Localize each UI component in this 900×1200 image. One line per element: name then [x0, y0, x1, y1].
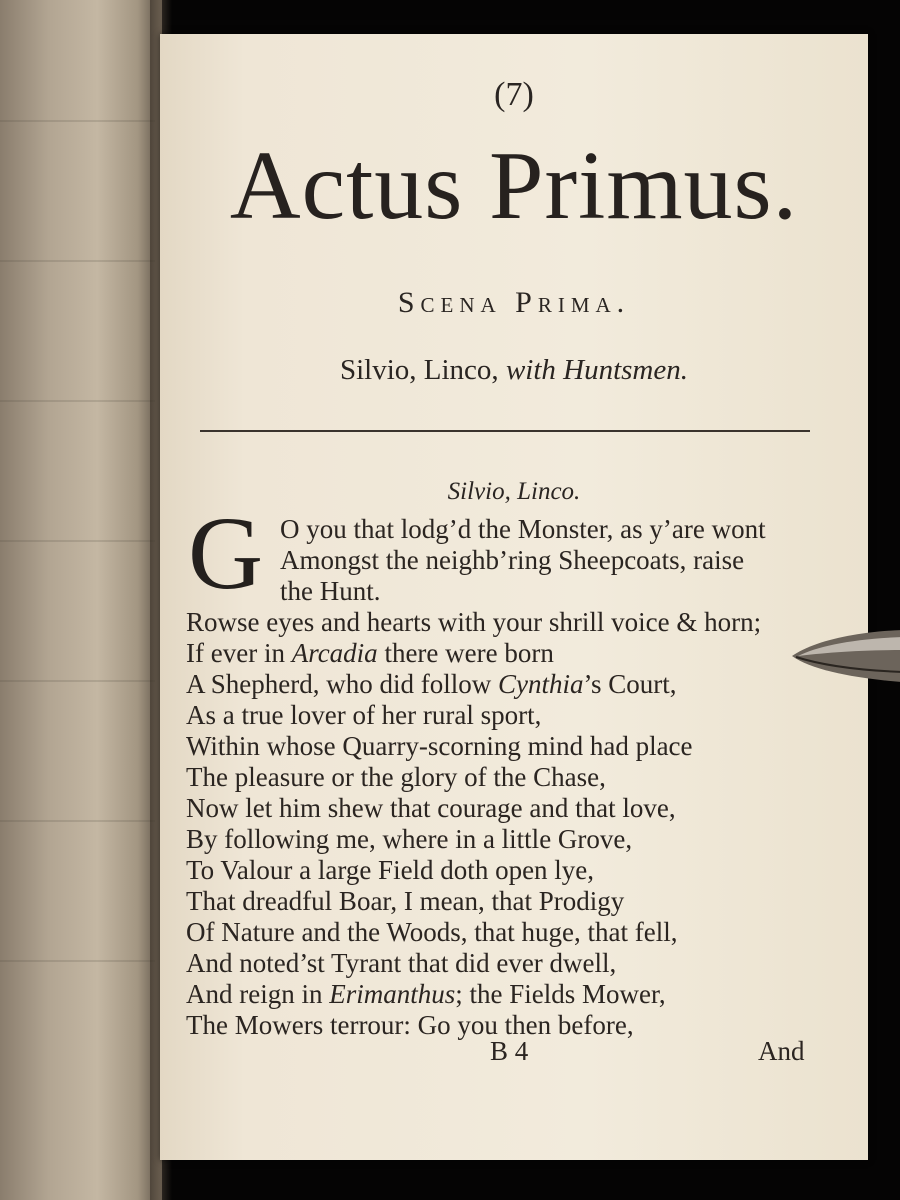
verse-line: The pleasure or the glory of the Chase, — [186, 762, 606, 792]
verse-line: the Hunt. — [280, 576, 381, 606]
bleed-through-line — [0, 960, 155, 962]
signature-mark: B 4 — [490, 1036, 529, 1066]
verse-line: The Mowers terrour: Go you then before, — [186, 1010, 634, 1040]
bleed-through-line — [0, 540, 155, 542]
verse-line — [186, 638, 554, 669]
bleed-through-line — [0, 120, 155, 122]
scene-title: Scena Prima. — [397, 286, 631, 319]
facing-page — [0, 0, 162, 1200]
verse-line: Rowse eyes and hearts with your shrill voice & horn; — [186, 607, 762, 637]
verse-line — [186, 669, 677, 700]
verse-text-segment: ’s Court, — [583, 669, 677, 699]
verse-line: That dreadful Boar, I mean, that Prodigy — [186, 886, 625, 916]
verse-line — [186, 979, 666, 1010]
verse-line: By following me, where in a little Grove, — [186, 824, 633, 854]
verse-line: And noted’st Tyrant that did ever dwell, — [186, 948, 617, 978]
verse-italic-name: Erimanthus — [329, 979, 456, 1009]
page-number: (7) — [494, 76, 534, 113]
verse-line: To Valour a large Field doth open lye, — [186, 855, 595, 885]
printed-page — [160, 34, 868, 1160]
character-names: Silvio, Linco, — [339, 354, 499, 386]
act-title: Actus Primus. — [229, 132, 799, 240]
speaker-heading: Silvio, Linco. — [447, 478, 581, 505]
bleed-through-line — [0, 400, 155, 402]
verse-text-segment: ; the Fields Mower, — [455, 979, 666, 1009]
verse-text-segment: If ever in — [186, 638, 292, 668]
verse-line: Now let him shew that courage and that love, — [186, 793, 676, 823]
verse-italic-name: Arcadia — [291, 638, 378, 668]
verse-text-segment: And reign in — [186, 979, 330, 1009]
verse-line: As a true lover of her rural sport, — [186, 700, 542, 730]
verse-line: O you that lodg’d the Monster, as y’are wont — [280, 514, 766, 544]
verse-italic-name: Cynthia — [497, 669, 584, 699]
character-companions: with Huntsmen. — [505, 354, 688, 386]
verse-text — [160, 34, 868, 1160]
bleed-through-line — [0, 680, 155, 682]
verse-text-segment: A Shepherd, who did follow — [186, 669, 498, 699]
bleed-through-line — [0, 820, 155, 822]
verse-line: Of Nature and the Woods, that huge, that fell, — [186, 917, 678, 947]
catchword: And — [758, 1036, 805, 1066]
verse-line: Within whose Quarry-scorning mind had place — [186, 731, 693, 761]
drop-cap: G — [188, 496, 264, 611]
verse-text-segment: there were born — [377, 638, 554, 668]
metal-pointer-icon — [792, 630, 900, 682]
bleed-through-line — [0, 260, 155, 262]
verse-line: Amongst the neighb’ring Sheepcoats, raise — [280, 545, 745, 575]
